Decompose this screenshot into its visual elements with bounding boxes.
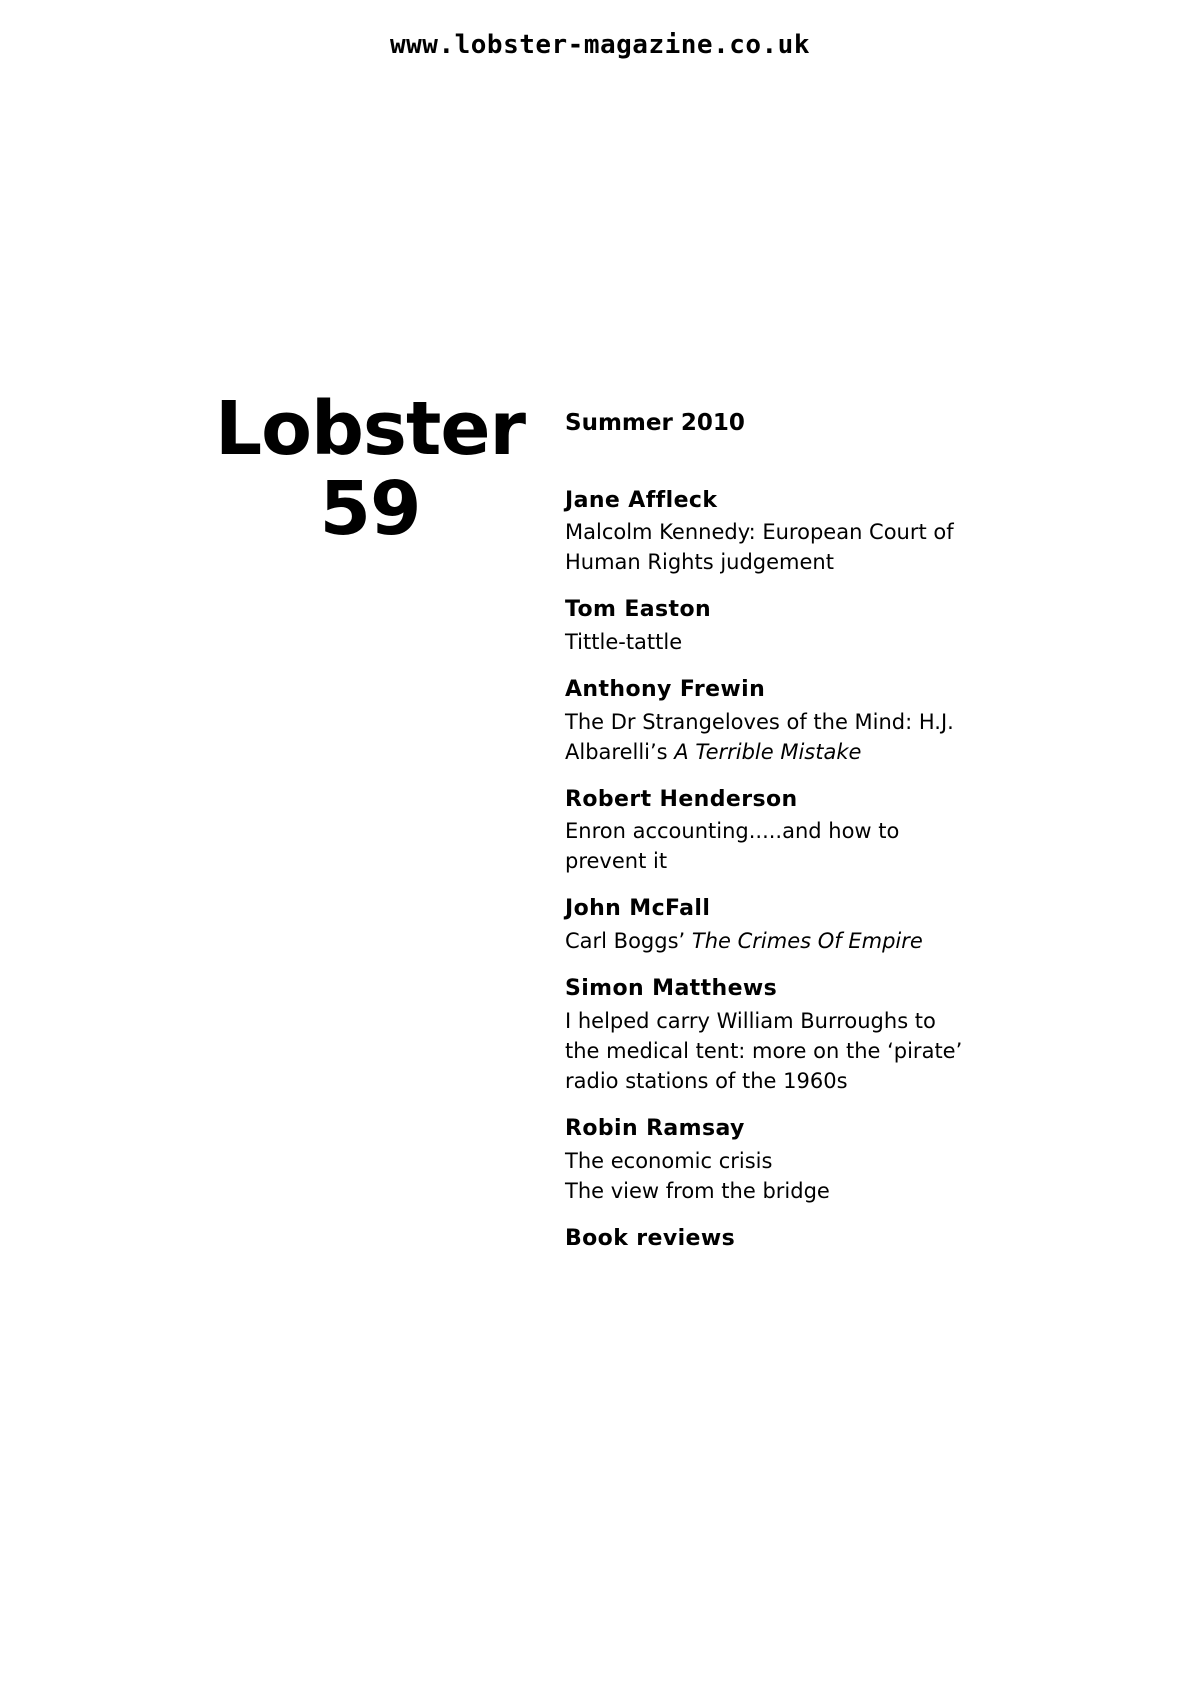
table-of-contents (565, 410, 965, 1251)
issue-date: Summer 2010 (565, 410, 745, 436)
masthead (210, 386, 530, 552)
contents-entry-author: Simon Matthews (565, 976, 778, 1002)
contents-entry-author: Robin Ramsay (565, 1115, 745, 1141)
contents-entry-title (565, 517, 965, 577)
magazine-title: Lobster (214, 386, 526, 472)
contents-entry (565, 974, 965, 1096)
contents-entry (565, 785, 965, 877)
contents-entry-title (565, 707, 965, 767)
book-title-italic: The Crimes Of Empire (691, 929, 923, 954)
title-text: Tittle-tattle (565, 630, 683, 654)
contents-entry-title (565, 1006, 965, 1096)
contents-entry-title (565, 1146, 965, 1206)
contents-entry-author: Tom Easton (565, 597, 712, 623)
contents-entry (565, 1114, 965, 1206)
title-text: The economic crisis (565, 1148, 773, 1173)
contents-entry (565, 486, 965, 578)
title-text: The view from the bridge (565, 1178, 830, 1203)
contents-entry-author: Anthony Frewin (565, 677, 766, 703)
contents-entry-title (565, 926, 965, 956)
contents-entry-author: John McFall (565, 896, 711, 922)
contents-entry (565, 595, 965, 657)
contents-entry-title (565, 627, 965, 657)
site-url: www.lobster-magazine.co.uk (390, 30, 810, 60)
issue-number: 59 (319, 465, 421, 552)
contents-entry (565, 675, 965, 767)
contents-entry (565, 894, 965, 956)
title-text: Enron accounting.....and how to prevent it (565, 819, 900, 874)
contents-entry-author: Robert Henderson (565, 786, 798, 812)
title-text: Malcolm Kennedy: European Court of Human Rights judgement (565, 520, 954, 575)
contents-list (565, 486, 965, 1206)
book-reviews-heading: Book reviews (565, 1225, 736, 1251)
title-text: The Dr Strangeloves of the Mind: H.J. Albarelli’s (565, 709, 954, 764)
contents-entry-author: Jane Affleck (565, 487, 718, 513)
contents-entry-title (565, 816, 965, 876)
book-title-italic: A Terrible Mistake (674, 739, 862, 764)
title-text: Carl Boggs’ (565, 929, 692, 954)
title-text: I helped carry William Burroughs to the medical tent: more on the ‘pirate’ radio stations of the 1960s (565, 1008, 963, 1093)
